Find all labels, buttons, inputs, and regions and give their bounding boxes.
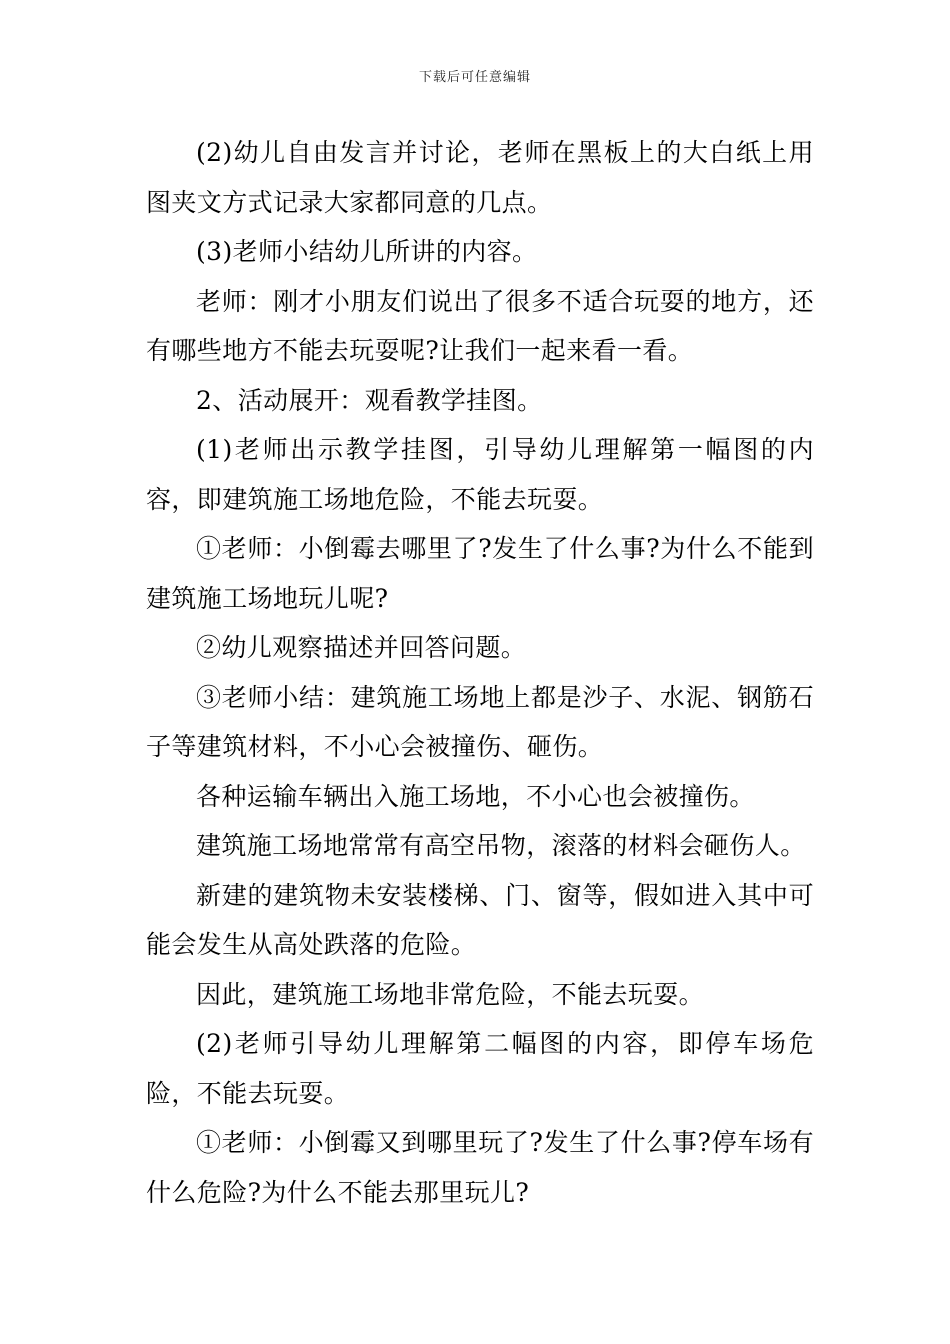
paragraph: 2、活动展开：观看教学挂图。 — [196, 385, 543, 415]
paragraph: (2)幼儿自由发言并讨论，老师在黑板上的大白纸上用图夹文方式记录大家都同意的几点。 — [146, 138, 814, 217]
paragraph: ①老师：小倒霉又到哪里玩了?发生了什么事?停车场有什么危险?为什么不能去那里玩儿? — [146, 1128, 814, 1207]
paragraph: ①老师：小倒霉去哪里了?发生了什么事?为什么不能到建筑施工场地玩儿呢? — [146, 534, 814, 613]
page-header: 下载后可任意编辑 — [418, 70, 531, 85]
paragraph: ③老师小结：建筑施工场地上都是沙子、水泥、钢筋石子等建筑材料，不小心会被撞伤、砸伤。 — [146, 682, 814, 761]
paragraph: 各种运输车辆出入施工场地，不小心也会被撞伤。 — [196, 781, 755, 811]
paragraph: 建筑施工场地常常有高空吊物，滚落的材料会砸伤人。 — [196, 831, 806, 860]
paragraph: 老师：刚才小朋友们说出了很多不适合玩耍的地方，还有哪些地方不能去玩耍呢?让我们一起来看一看。 — [146, 286, 814, 365]
paragraph: 因此，建筑施工场地非常危险，不能去玩耍。 — [196, 979, 705, 1009]
paragraph: 新建的建筑物未安装楼梯、门、窗等，假如进入其中可能会发生从高处跌落的危险。 — [146, 880, 814, 959]
paragraph: (1)老师出示教学挂图，引导幼儿理解第一幅图的内容，即建筑施工场地危险，不能去玩耍。 — [146, 435, 814, 514]
paragraph: (2)老师引导幼儿理解第二幅图的内容，即停车场危险，不能去玩耍。 — [146, 1029, 814, 1108]
paragraph: (3)老师小结幼儿所讲的内容。 — [196, 237, 538, 266]
document-body — [146, 128, 814, 1217]
paragraph: ②幼儿观察描述并回答问题。 — [196, 633, 527, 662]
